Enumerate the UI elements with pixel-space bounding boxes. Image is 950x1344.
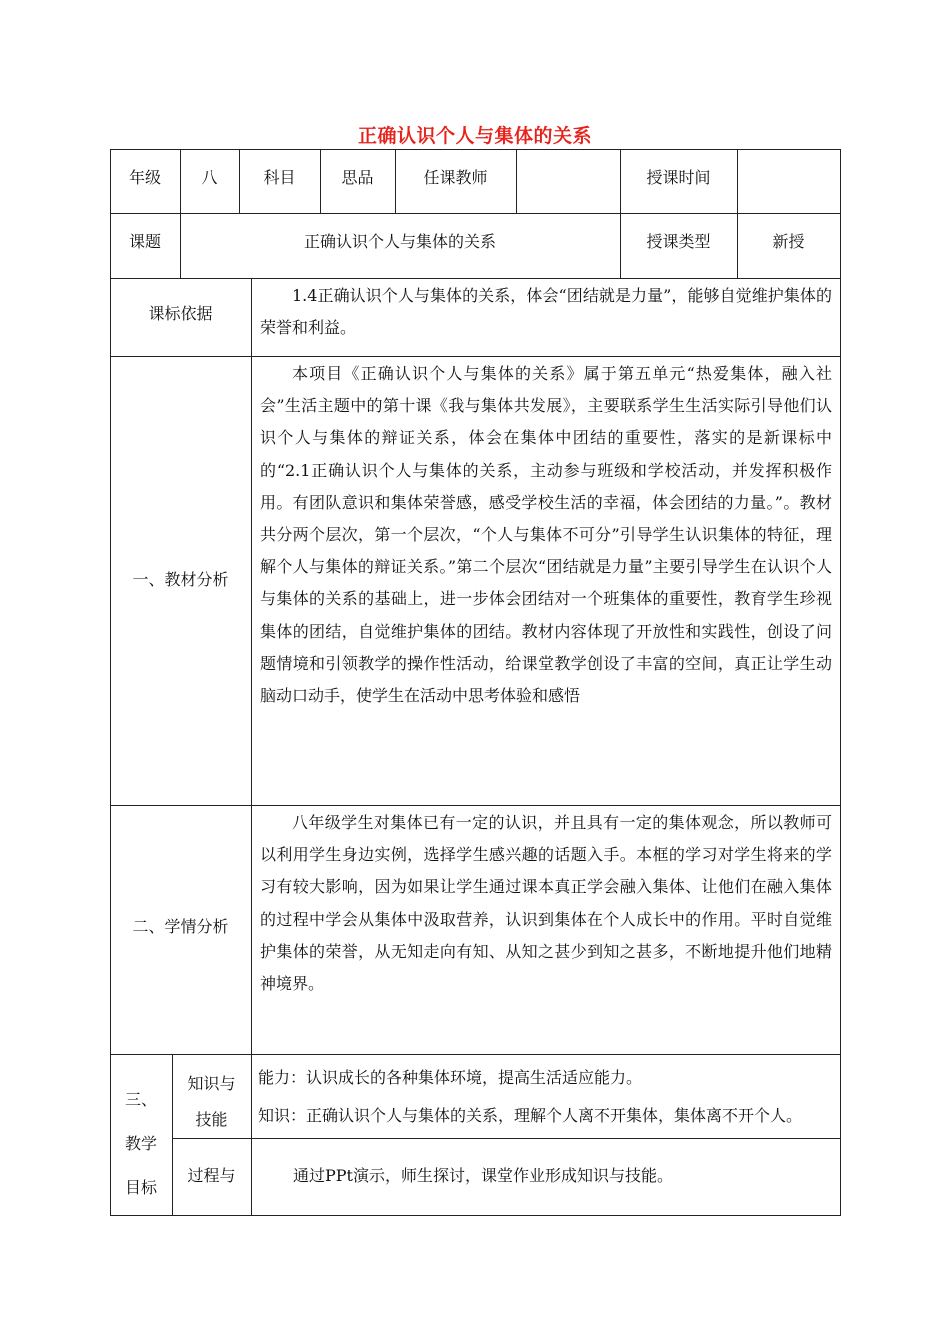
table-col-divider bbox=[516, 149, 517, 214]
topic-label: 课题 bbox=[128, 232, 161, 251]
time-label: 授课时间 bbox=[646, 168, 711, 187]
grade-label: 年级 bbox=[128, 168, 161, 187]
table-border-right bbox=[840, 149, 841, 1216]
teacher-label: 任课教师 bbox=[423, 168, 488, 187]
table-border-top bbox=[110, 149, 841, 150]
table-row-divider bbox=[172, 1138, 841, 1139]
standard-paragraph: 1.4正确认识个人与集体的关系，体会“团结就是力量”，能够自觉维护集体的荣誉和利益。 bbox=[260, 286, 832, 338]
lesson-type-value: 新授 bbox=[772, 232, 805, 251]
knowledge-skills-label-line: 知识与 bbox=[187, 1074, 236, 1093]
knowledge-objective: 知识：正确认识个人与集体的关系，理解个人离不开集体，集体离不开个人。 bbox=[258, 1106, 803, 1125]
material-analysis-paragraph: 本项目《正确认识个人与集体的关系》属于第五单元“热爱集体，融入社会”生活主题中的第十课《我与集体共发展》，主要联系学生生活实际引导他们认识个人与集体的辩证关系，体会在集体中团结的重要性，落实的是新课标中的“2.1正确认识个人与集体的关系，主动参与班级和学校活动，并发挥积极作用。有团队意识和集体荣誉感，感受学校生活的幸福，体会团结的力量。”。教材共分两个层次，第一个层次，“个人与集体不可分”引导学生认识集体的特征，理解个人与集体的辩证关系。”第二个层次“团结就是力量”主要引导学生在认识个人与集体的关系的基础上，进一步体会团结对一个班集体的重要性，教育学生珍视集体的团结，自觉维护集体的团结。教材内容体现了开放性和实践性，创设了问题情境和引领教学的操作性活动，给课堂教学创设了丰富的空间，真正让学生动脑动口动手，使学生在活动中思考体验和感悟 bbox=[260, 364, 832, 706]
table-row-divider bbox=[110, 213, 841, 214]
objectives-label bbox=[110, 1078, 172, 1210]
document-title: 正确认识个人与集体的关系 bbox=[357, 125, 592, 147]
table-col-divider bbox=[251, 1054, 252, 1216]
objectives-label-line: 教学 bbox=[124, 1134, 157, 1153]
objectives-label-line: 目标 bbox=[124, 1178, 157, 1197]
table-border-bottom bbox=[110, 1215, 841, 1216]
table-row-divider bbox=[110, 356, 841, 357]
lesson-type-label: 授课类型 bbox=[646, 232, 711, 251]
knowledge-skills-label bbox=[172, 1066, 251, 1138]
material-analysis-label: 一、教材分析 bbox=[132, 570, 229, 589]
process-text: 通过PPt演示，师生探讨，课堂作业形成知识与技能。 bbox=[293, 1166, 673, 1185]
learner-analysis-text bbox=[260, 807, 832, 1000]
process-label: 过程与 bbox=[187, 1166, 236, 1185]
objectives-label-line: 三、 bbox=[124, 1090, 157, 1109]
standard-text bbox=[260, 280, 832, 344]
ability-objective: 能力：认识成长的各种集体环境，提高生活适应能力。 bbox=[258, 1068, 643, 1087]
subject-label: 科目 bbox=[263, 168, 296, 187]
grade-value: 八 bbox=[201, 168, 218, 187]
learner-analysis-paragraph: 八年级学生对集体已有一定的认识，并且具有一定的集体观念，所以教师可以利用学生身边实例，选择学生感兴趣的话题入手。本框的学习对学生将来的学习有较大影响，因为如果让学生通过课本真正学会融入集体、让他们在融入集体的过程中学会从集体中汲取营养，认识到集体在个人成长中的作用。平时自觉维护集体的荣誉，从无知走向有知、从知之甚少到知之甚多，不断地提升他们地精神境界。 bbox=[260, 813, 832, 994]
table-col-divider bbox=[737, 149, 738, 279]
learner-analysis-label: 二、学情分析 bbox=[132, 917, 229, 936]
knowledge-skills-label-line: 技能 bbox=[195, 1110, 228, 1129]
standard-label: 课标依据 bbox=[148, 304, 213, 323]
knowledge-skills-text bbox=[258, 1059, 832, 1135]
topic-value: 正确认识个人与集体的关系 bbox=[303, 232, 496, 251]
table-row-divider bbox=[110, 1054, 841, 1055]
material-analysis-text bbox=[260, 358, 832, 712]
table-row-divider bbox=[110, 278, 841, 279]
table-row-divider bbox=[110, 805, 841, 806]
subject-value: 思品 bbox=[341, 168, 374, 187]
table-col-divider bbox=[251, 278, 252, 1056]
